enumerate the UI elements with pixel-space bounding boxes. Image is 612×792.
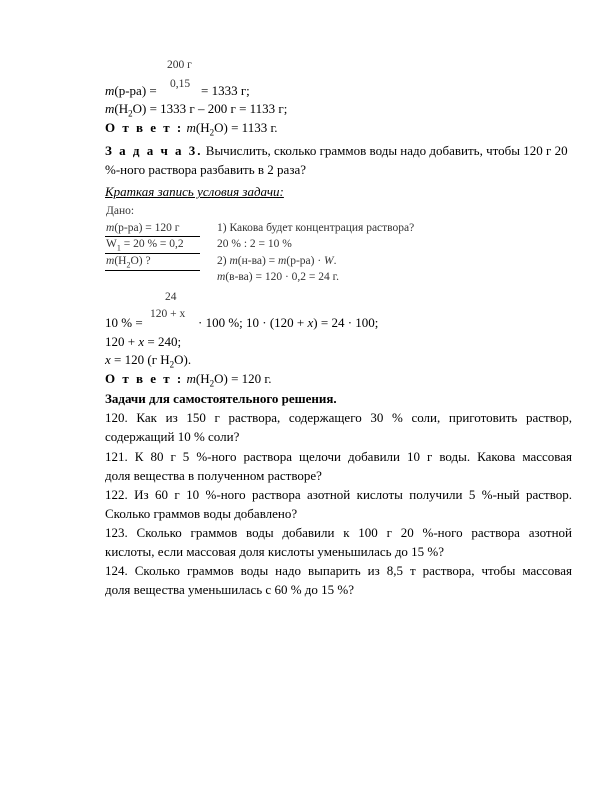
answer-line-3: О т в е т : $m(H_2O) = 120$ г. xyxy=(105,371,272,389)
step-2: 2) m(н-ва) = m(р-ра) · W. xyxy=(217,255,337,267)
fraction-denominator-120-x: 120 + x xyxy=(150,308,186,320)
fraction-numerator-200: 200 г xyxy=(167,59,192,71)
problem-124-line2: доля вещества уменьшилась с 60 % до 15 %? xyxy=(105,582,354,597)
fraction-denominator-015: 0,15 xyxy=(170,78,191,90)
problem-121-line2: доля вещества в полученном растворе? xyxy=(105,468,322,483)
short-record-heading: Краткая запись условия задачи: xyxy=(105,184,284,199)
given-label: Дано: xyxy=(106,205,135,217)
given-mass-water: $m(H_2O)$ ? xyxy=(106,255,151,270)
given-underline-1 xyxy=(105,236,200,237)
equation-line-2: 120 + x = 240; xyxy=(105,334,182,349)
problem-120-line1: 120. Как из 150 г раствора, содержащего 30 % соли, приготовить раствор, xyxy=(105,410,572,425)
problem-122-line2: Сколько граммов воды добавлено? xyxy=(105,506,298,521)
step-1: 1) Какова будет концентрация раствора? xyxy=(217,222,415,234)
mass-water-line: $m(H_2O) = 1333$ г – 200 г = 1133 г; xyxy=(105,101,288,119)
problem-123-line2: кислоты, если массовая доля кислоты уменьшилась до 15 %? xyxy=(105,544,445,559)
equation-line-1-start: 10 % = xyxy=(105,315,143,330)
given-mass-fraction: $W_1 = 20$ % = 0,2 xyxy=(106,238,184,253)
problem-123-line1: 123. Сколько граммов воды добавили к 100 г 20 %-ного раствора азотной xyxy=(105,525,572,540)
problem-122-line1: 122. Из 60 г 10 %-ного раствора азотной кислоты получили 5 %-ный раствор. xyxy=(105,487,572,502)
step-1-calc: 20 % : 2 = 10 % xyxy=(217,238,292,250)
equation-line-1-end: · 100 %; 10 · (120 + x) = 24 · 100; xyxy=(198,315,379,330)
self-study-heading: Задачи для самостоятельного решения. xyxy=(105,391,337,406)
problem-120-line2: содержащий 10 % соли? xyxy=(105,429,240,444)
step-2-calc: m(в-ва) = 120 · 0,2 = 24 г. xyxy=(217,271,339,283)
given-underline-2 xyxy=(105,253,200,254)
problem-3-line1: З а д а ч а 3. Вычислить, сколько граммов воды надо добавить, чтобы 120 г 20 xyxy=(105,143,568,158)
fraction-bar xyxy=(163,74,195,75)
problem-124-line1: 124. Сколько граммов воды надо выпарить из 8,5 т раствора, чтобы массовая xyxy=(105,563,572,578)
mass-solution-line: m(р-ра) = xyxy=(105,83,157,98)
equation-line-3: x = 120 (г $H_2O$). xyxy=(105,352,192,370)
given-underline-3 xyxy=(105,270,200,271)
problem-121-line1: 121. К 80 г 5 %-ного раствора щелочи добавили 10 г воды. Какова массовая xyxy=(105,449,572,464)
fraction-numerator-24: 24 xyxy=(165,291,177,303)
mass-solution-result: = 1333 г; xyxy=(201,83,250,98)
given-mass-solution: m(р-ра) = 120 г xyxy=(106,222,180,234)
problem-3-line2: %-ного раствора разбавить в 2 раза? xyxy=(105,162,306,177)
answer-line-2: О т в е т : $m(H_2O) = 1133$ г. xyxy=(105,120,278,138)
